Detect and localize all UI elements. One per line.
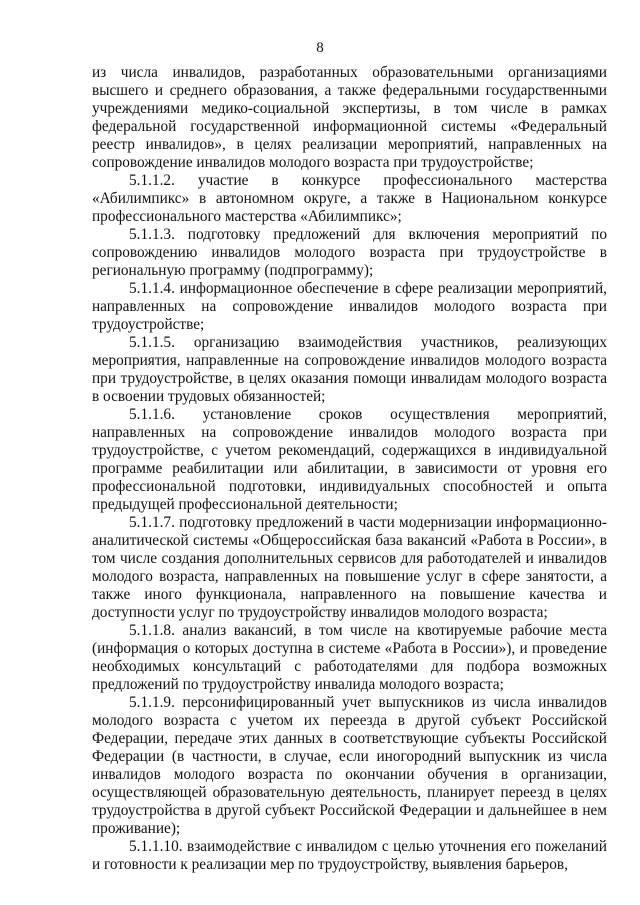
paragraph-continuation: из числа инвалидов, разработанных образовательными организациями высшего и среднего образования, а также федеральными государственными учреждениями медико-социальной экспертизы, в том числе в рамках федеральной государственной информационной системы «Федеральный реестр инвалидов», в целях реализации мероприятий, направленных на сопровождение инвалидов молодого возраста при трудоустройстве;	[92, 64, 607, 171]
paragraph-5-1-1-10: 5.1.1.10. взаимодействие с инвалидом с целью уточнения его пожеланий и готовности к реализации мер по трудоустройству, выявления барьеров,	[92, 838, 607, 873]
paragraph-5-1-1-2: 5.1.1.2. участие в конкурсе профессионального мастерства «Абилимпикс» в автономном округе, а также в Национальном конкурсе профессионального мастерства «Абилимпикс»;	[92, 172, 607, 225]
paragraph-5-1-1-7: 5.1.1.7. подготовку предложений в части модернизации информационно-аналитической системы «Общероссийская база вакансий «Работа в России», в том числе создания дополнительных сервисов для работодателей и инвалидов молодого возраста, направленных на повышение услуг в сфере занятости, а также иного функционала, направленного на повышение качества и доступности услуг по трудоустройству инвалидов молодого возраста;	[92, 514, 607, 621]
paragraph-5-1-1-5: 5.1.1.5. организацию взаимодействия участников, реализующих мероприятия, направленные на сопровождение инвалидов молодого возраста при трудоустройстве, в целях оказания помощи инвалидам молодого возраста в освоении трудовых обязанностей;	[92, 334, 607, 405]
paragraph-5-1-1-9: 5.1.1.9. персонифицированный учет выпускников из числа инвалидов молодого возраста с учетом их переезда в другой субъект Российской Федерации, передаче этих данных в соответствующие субъекты Российской Федерации (в частности, в случае, если иногородний выпускник из числа инвалидов молодого возраста по окончании обучения в организации, осуществляющей образовательную деятельность, планирует переезд в целях трудоустройства в другой субъект Российской Федерации и дальнейшее в нем проживание);	[92, 694, 607, 837]
paragraph-5-1-1-4: 5.1.1.4. информационное обеспечение в сфере реализации мероприятий, направленных на сопровождение инвалидов молодого возраста при трудоустройстве;	[92, 280, 607, 333]
document-body	[92, 64, 607, 874]
paragraph-5-1-1-3: 5.1.1.3. подготовку предложений для включения мероприятий по сопровождению инвалидов молодого возраста при трудоустройстве в региональную программу (подпрограмму);	[92, 226, 607, 279]
page-number: 8	[316, 40, 324, 56]
paragraph-5-1-1-6: 5.1.1.6. установление сроков осуществления мероприятий, направленных на сопровождение инвалидов молодого возраста при трудоустройстве, с учетом рекомендаций, содержащихся в индивидуальной программе реабилитации или абилитации, в зависимости от уровня его профессиональной подготовки, индивидуальных способностей и опыта предыдущей профессиональной деятельности;	[92, 406, 607, 513]
paragraph-5-1-1-8: 5.1.1.8. анализ вакансий, в том числе на квотируемые рабочие места (информация о которых доступна в системе «Работа в России»), и проведение необходимых консультаций с работодателями для подбора возможных предложений по трудоустройству инвалида молодого возраста;	[92, 622, 607, 693]
